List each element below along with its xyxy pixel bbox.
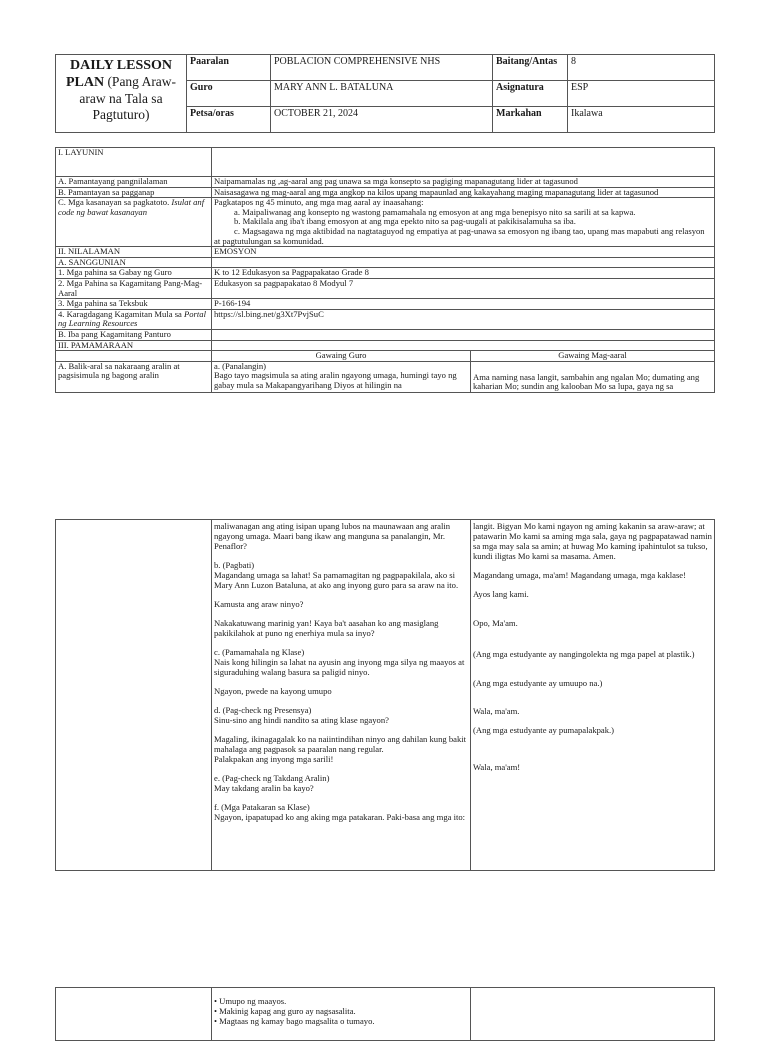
mag-panalangin: Ama naming nasa langit, sambahin ang ngalan Mo; dumating ang kaharian Mo; sundin ang kalooban Mo sa lupa, gaya ng sa [471, 361, 715, 392]
markahan-value: Ikalawa [568, 107, 715, 133]
blank-cell-left [56, 520, 212, 871]
dlp-title-bold: DAILY LESSON PLAN [65, 58, 173, 90]
guro-umupo: Ngayon, pwede na kayong umupo [214, 686, 332, 696]
iba-label: B. Iba pang Kagamitang Panturo [56, 329, 212, 340]
guro-presensya-head: d. (Pag-check ng Presensya) [214, 705, 312, 715]
ref2-value: Edukasyon sa pagpapakatao 8 Modyul 7 [212, 278, 715, 298]
pamantayang-label: A. Pamantayang pangnilalaman [56, 177, 212, 188]
iba-value [212, 329, 715, 340]
layunin-heading: I. LAYUNIN [56, 148, 212, 177]
guro-kamusta: Kamusta ang araw ninyo? [214, 599, 304, 609]
header-table [55, 54, 715, 133]
kasanayan-a: a. Maipaliwanag ang konsepto ng wastong pamamahala ng emosyon at ang mga benepisyo nito sa sarili at sa kapwa. [234, 206, 636, 217]
mag-wala-1: Wala, ma'am. [473, 706, 520, 716]
rule-3: • Magtaas ng kamay bago magsalita o tumayo. [214, 1016, 375, 1026]
ref4-label-italic: Portal ng Learning Resources [58, 308, 206, 329]
guro-patakaran: Ngayon, ipapatupad ko ang aking mga patakaran. Paki-basa ang mga ito: [214, 812, 466, 822]
guro-panalangin-text: Bago tayo magsimula sa ating aralin ngayong umaga, humingi tayo ng gabay mula sa Makapangyarihang Diyos at hilingin na [214, 370, 457, 390]
mag-ayos: Ayos lang kami. [473, 589, 529, 599]
guro-value: MARY ANN L. BATALUNA [271, 81, 493, 107]
ref3-label: 3. Mga pahina sa Teksbuk [56, 299, 212, 310]
pamamaraan-value [212, 340, 715, 351]
continuation-table-2 [55, 987, 715, 1041]
asignatura-label: Asignatura [493, 81, 568, 107]
guro-magaling: Magaling, ikinagagalak ko na naiintindihan ninyo ang dahilan kung bakit mahalaga ang pagpasok sa paaralan nang regular. [214, 734, 467, 754]
kasanayan-c: c. Magsagawa ng mga aktibidad na nagtataguyod ng empatiya at pag-unawa sa emosyon ng ibang tao, upang mas mapabuti ang relasyon at pagtutulungan sa komunidad. [214, 225, 705, 246]
paaralan-label: Paaralan [187, 55, 271, 81]
mag-opo: Opo, Ma'am. [473, 618, 518, 628]
guro-label: Guro [187, 81, 271, 107]
rule-2: • Makinig kapag ang guro ay nagsasalita. [214, 1006, 356, 1016]
continuation-table-1 [55, 519, 715, 871]
col-gawaing-mag-aaral: Gawaing Mag-aaral [471, 351, 715, 362]
blank-cell-left-2 [56, 988, 212, 1041]
pagganap-value: Naisasagawa ng mag-aaral ang mga angkop na kilos upang mapaunlad ang kakayahang maging mapanagutang lider at tagasunod [212, 187, 715, 198]
sanggunian-heading: A. SANGGUNIAN [56, 257, 212, 268]
guro-pagbati-head: b. (Pagbati) [214, 560, 255, 570]
guro-takdang: May takdang aralin ba kayo? [214, 783, 314, 793]
mag-wala-2: Wala, ma'am! [473, 762, 521, 772]
pamantayang-value: Naipamamalas ng ,ag-aaral ang pag unawa sa mga konsepto sa pagiging mapanagutang lider at tagasunod [212, 177, 715, 188]
petsa-label: Petsa/oras [187, 107, 271, 133]
ref3-value: P-166-194 [212, 299, 715, 310]
blank-cell-right-2 [471, 988, 715, 1041]
pamamaraan-heading: III. PAMAMARAAN [56, 340, 212, 351]
kasanayan-b: b. Makilala ang iba't ibang emosyon at ang mga epekto nito sa pag-uugali at pakikisalamuha sa iba. [234, 216, 576, 227]
guro-panalangin [212, 361, 471, 392]
gawaing-guro-cell [212, 520, 471, 871]
dlp-title [56, 55, 187, 133]
ref2-label: 2. Mga Pahina sa Kagamitang Pang-Mag-Aaral [56, 278, 212, 298]
kasanayan-label-italic: Isulat anf code ng bawat kasanayan [58, 197, 205, 217]
nilalaman-heading: II. NILALAMAN [56, 247, 212, 258]
kasanayan-intro: Pagkatapos ng 45 minuto, ang mga mag aaral ay inaasahang: [214, 197, 424, 208]
petsa-value: OCTOBER 21, 2024 [271, 107, 493, 133]
paaralan-value: POBLACION COMPREHENSIVE NHS [271, 55, 493, 81]
guro-patakaran-head: f. (Mga Patakaran sa Klase) [214, 802, 310, 812]
col-gawaing-guro: Gawaing Guro [212, 351, 471, 362]
guro-pamamahala: Nais kong hilingin sa lahat na ayusin ang inyong mga silya ng maayos at siguraduhing walang basura sa paligid ninyo. [214, 657, 465, 677]
kasanayan-label [56, 198, 212, 247]
blank-cell [56, 351, 212, 362]
balik-aral-label: A. Balik-aral sa nakaraang aralin at pagsisimula ng bagong aralin [56, 361, 212, 392]
kasanayan-value [212, 198, 715, 247]
guro-line-1: maliwanagan ang ating isipan upang lubos na maunawaan ang aralin ngayong umaga. Maari bang ikaw ang manguna sa panalangin, Mr. Penaflor? [214, 521, 451, 551]
kasanayan-label-text: C. Mga kasanayan sa pagkatoto. [58, 197, 170, 208]
ref4-label [56, 309, 212, 329]
mag-line-1: langit. Bigyan Mo kami ngayon ng aming kakanin sa araw-araw; at patawarin Mo kami sa aming mga sala, gaya ng pagpapatawad namin sa mga may sala sa amin; at huwag Mo kaming ipahintulot sa tukso, kundi iligtas Mo kami sa masama. Amen. [473, 521, 712, 561]
mag-pumapalakpak: (Ang mga estudyante ay pumapalakpak.) [473, 725, 615, 735]
guro-pamamahala-head: c. (Pamamahala ng Klase) [214, 647, 305, 657]
guro-nakakatuwa: Nakakatuwang marinig yan! Kaya ba't aasahan ko ang masiglang pakikilahok at puno ng enerhiya mula sa inyo? [214, 618, 439, 638]
mag-nangingolekta: (Ang mga estudyante ay nangingolekta ng mga papel at plastik.) [473, 649, 695, 659]
rule-1: • Umupo ng maayos. [214, 996, 287, 1006]
ref4-link[interactable]: https://sl.bing.net/g3Xt7PvjSuC [212, 309, 715, 329]
mag-pagbati: Magandang umaga, ma'am! Magandang umaga, mga kaklase! [473, 570, 686, 580]
guro-palakpakan: Palakpakan ang inyong mga sarili! [214, 754, 334, 764]
ref1-value: K to 12 Edukasyon sa Pagpapakatao Grade 8 [212, 268, 715, 279]
ref4-label-text: 4. Karagdagang Kagamitan Mula sa [58, 308, 182, 319]
guro-panalangin-head: a. (Panalangin) [214, 360, 267, 371]
dlp-title-rest: (Pang Araw-araw na Tala sa Pagtuturo) [79, 74, 177, 122]
guro-takdang-head: e. (Pag-check ng Takdang Aralin) [214, 773, 330, 783]
baitang-value: 8 [568, 55, 715, 81]
markahan-label: Markahan [493, 107, 568, 133]
guro-pagbati: Magandang umaga sa lahat! Sa pamamagitan ng pagpapakilala, ako si Mary Ann Luzon Bataluna, at ako ang inyong guro para sa araw na ito. [214, 570, 459, 590]
nilalaman-value: EMOSYON [212, 247, 715, 258]
pagganap-label: B. Pamantayan sa pagganap [56, 187, 212, 198]
patakaran-list [212, 988, 471, 1041]
layunin-value [212, 148, 715, 177]
guro-presensya: Sinu-sino ang hindi nandito sa ating klase ngayon? [214, 715, 389, 725]
baitang-label: Baitang/Antas [493, 55, 568, 81]
ref1-label: 1. Mga pahina sa Gabay ng Guro [56, 268, 212, 279]
sanggunian-value [212, 257, 715, 268]
mag-umuupo: (Ang mga estudyante ay umuupo na.) [473, 678, 603, 688]
asignatura-value: ESP [568, 81, 715, 107]
gawaing-mag-aaral-cell [471, 520, 715, 871]
lesson-table [55, 147, 715, 393]
